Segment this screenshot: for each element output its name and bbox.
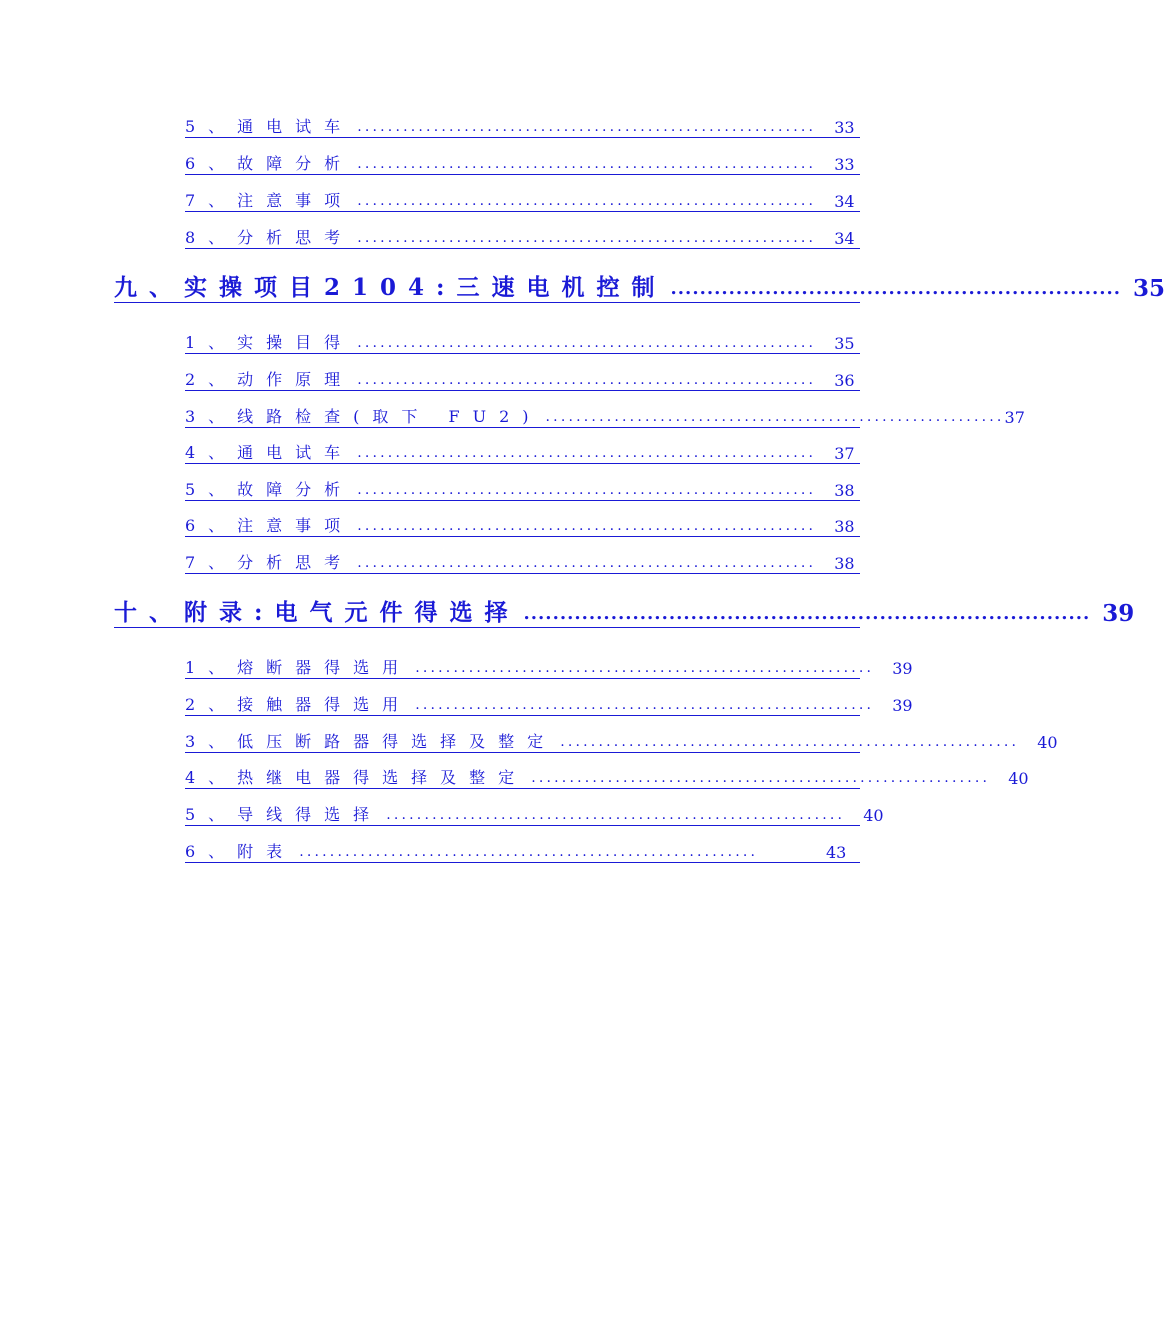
toc-leader-dots: ............................................................	[415, 697, 875, 713]
toc-entry-page: 39	[892, 696, 913, 715]
toc-entry[interactable]	[185, 730, 1058, 753]
toc-leader-dots: ............................................................	[357, 482, 817, 498]
toc-entry-page: 40	[1008, 769, 1029, 788]
toc-entry-page: 38	[834, 481, 855, 500]
toc-entry-label: 2、动作原理	[185, 370, 354, 389]
toc-leader-dots: ..............................................................	[670, 278, 1122, 299]
toc-entry-label: 1、熔断器得选用	[185, 658, 412, 677]
toc-entry-label: 7、分析思考	[185, 553, 354, 572]
toc-entry-label: 8、分析思考	[185, 228, 354, 247]
toc-entry-label: 7、注意事项	[185, 191, 354, 210]
toc-entry-page: 34	[834, 229, 855, 248]
toc-entry[interactable]	[185, 115, 860, 138]
toc-chapter-label: 十、附录:电气元件得选择	[114, 599, 520, 626]
toc-entry-page: 33	[834, 155, 855, 174]
toc-leader-dots: ............................................................	[357, 372, 817, 388]
toc-entry[interactable]	[185, 803, 884, 826]
toc-entry-page: 35	[834, 334, 855, 353]
toc-entry[interactable]	[185, 405, 1025, 428]
toc-entry-page: 43	[826, 843, 847, 862]
toc-leader-dots: ............................................................	[357, 518, 817, 534]
toc-entry-label: 5、通电试车	[185, 117, 354, 136]
toc-entry-page: 36	[834, 371, 855, 390]
toc-leader-dots: ............................................................	[357, 156, 817, 172]
toc-entry-label: 5、导线得选择	[185, 805, 383, 824]
toc-chapter-nine[interactable]	[114, 272, 1166, 303]
toc-entry[interactable]	[185, 478, 860, 501]
toc-leader-dots: ............................................................	[415, 660, 875, 676]
toc-leader-dots: ............................................................	[545, 409, 1005, 425]
toc-leader-dots: ............................................................	[357, 193, 817, 209]
toc-leader-dots: ............................................................	[560, 734, 1020, 750]
toc-leader-dots: ............................................................	[357, 445, 817, 461]
toc-entry-label: 1、实操目得	[185, 333, 354, 352]
toc-entry-label: 6、注意事项	[185, 516, 354, 535]
toc-entry[interactable]	[185, 766, 1029, 789]
toc-entry-label: 6、故障分析	[185, 154, 354, 173]
toc-entry[interactable]	[185, 514, 860, 537]
toc-leader-dots: ............................................................	[357, 119, 817, 135]
toc-leader-dots: ............................................................	[386, 807, 846, 823]
toc-entry-label: 2、接触器得选用	[185, 695, 412, 714]
toc-leader-dots: ............................................................	[531, 770, 991, 786]
toc-entry-page: 38	[834, 517, 855, 536]
toc-entry-page: 33	[834, 118, 855, 137]
toc-chapter-ten[interactable]	[114, 597, 1135, 628]
toc-entry[interactable]	[185, 441, 860, 464]
toc-entry-label: 6、附表	[185, 842, 296, 861]
toc-entry[interactable]	[185, 840, 860, 863]
toc-entry-page: 34	[834, 192, 855, 211]
toc-chapter-page: 39	[1102, 600, 1135, 627]
toc-leader-dots: ............................................................	[357, 335, 817, 351]
toc-entry-label: 4、热继电器得选择及整定	[185, 768, 528, 787]
toc-entry[interactable]	[185, 656, 913, 679]
toc-leader-dots: ..............................................................................	[523, 603, 1091, 624]
toc-entry-page: 40	[863, 806, 884, 825]
toc-entry-page: 37	[834, 444, 855, 463]
toc-entry-page: 37	[1004, 408, 1025, 427]
toc-chapter-label: 九、实操项目2104:三速电机控制	[114, 274, 667, 301]
toc-entry-page: 40	[1037, 733, 1058, 752]
toc-entry[interactable]	[185, 189, 860, 212]
toc-entry[interactable]	[185, 693, 913, 716]
toc-entry[interactable]	[185, 152, 860, 175]
toc-entry-label: 5、故障分析	[185, 480, 354, 499]
toc-leader-dots: ............................................................	[357, 230, 817, 246]
toc-entry[interactable]	[185, 368, 860, 391]
toc-entry-label: 3、线路检查(取下 FU2)	[185, 407, 542, 426]
toc-entry-page: 38	[834, 554, 855, 573]
toc-entry[interactable]	[185, 331, 860, 354]
toc-entry-page: 39	[892, 659, 913, 678]
toc-chapter-page: 35	[1133, 275, 1166, 302]
toc-entry-label: 4、通电试车	[185, 443, 354, 462]
toc-entry-label: 3、低压断路器得选择及整定	[185, 732, 557, 751]
toc-leader-dots: ............................................................	[357, 555, 817, 571]
toc-entry[interactable]	[185, 226, 860, 249]
toc-entry[interactable]	[185, 551, 860, 574]
toc-leader-dots: ............................................................	[299, 844, 759, 860]
